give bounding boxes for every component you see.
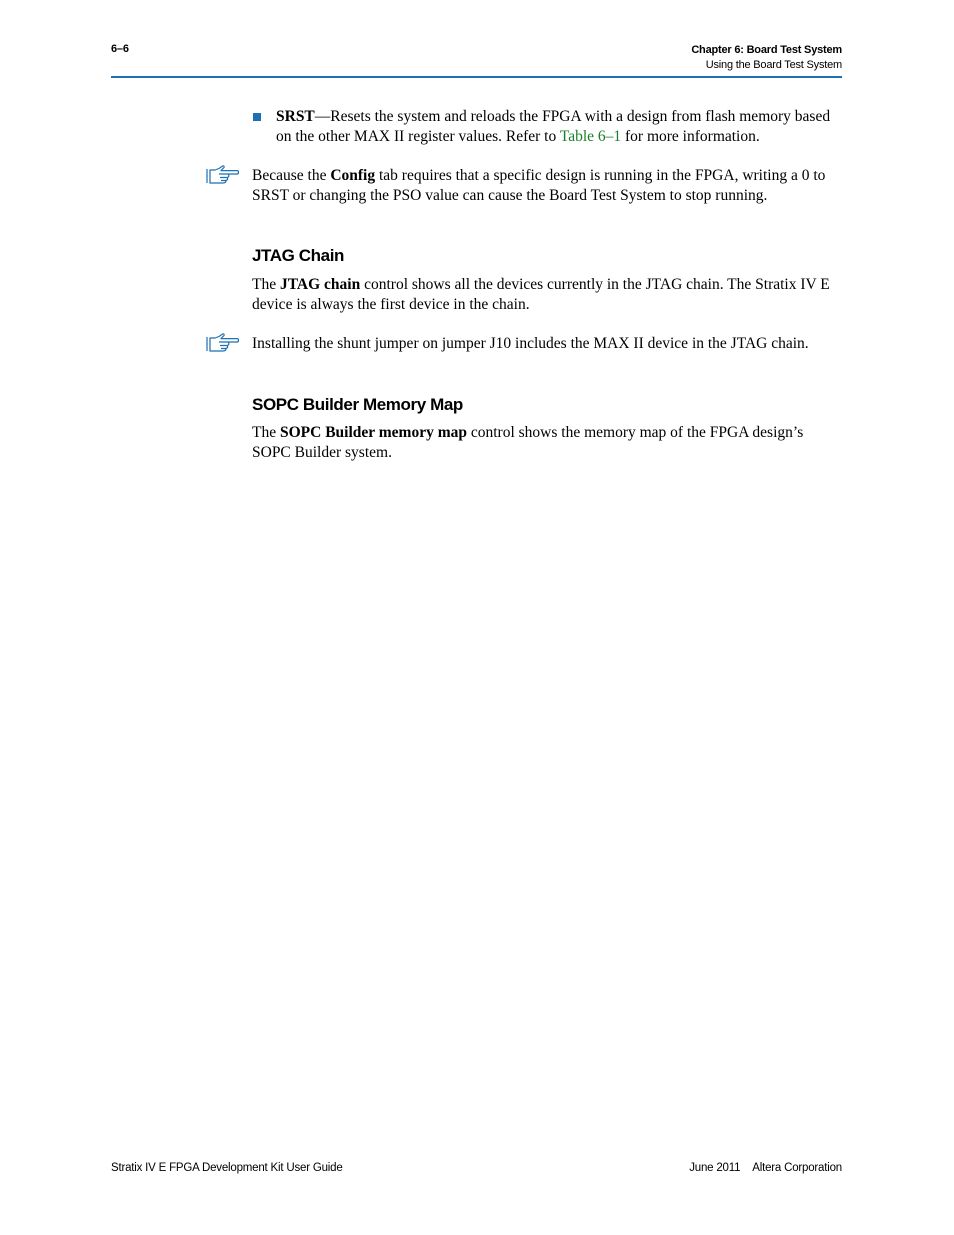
sopc-text-start: The (252, 424, 280, 441)
footer-date: June 2011 (689, 1162, 741, 1174)
config-tab-name: Config (330, 167, 376, 184)
srst-description-end: for more information. (621, 128, 760, 145)
srst-description: —Resets the system and reloads the FPGA with a design from flash memory based on the other MAX II register values. Refer to (276, 108, 831, 145)
note-hand-icon (205, 333, 239, 353)
note-hand-icon (205, 165, 239, 185)
running-header (691, 43, 842, 73)
paragraph-sopc-builder (252, 423, 842, 463)
bullet-square-icon (253, 113, 261, 121)
note-config (252, 166, 842, 206)
section-title: Using the Board Test System (705, 59, 842, 71)
jtag-chain-control-name: JTAG chain (279, 276, 361, 293)
jtag-text-start: The (252, 276, 280, 293)
sopc-text-end: control shows the memory map of the FPGA design’s SOPC Builder system. (252, 424, 804, 461)
bullet-srst (276, 107, 842, 147)
footer-company: Altera Corporation (752, 1162, 842, 1174)
paragraph-jtag-chain (252, 275, 842, 315)
heading-sopc-builder-memory-map: SOPC Builder Memory Map (252, 395, 463, 414)
footer-right (689, 1162, 842, 1174)
header-rule (111, 76, 842, 78)
jtag-text-end: control shows all the devices currently in the JTAG chain. The Stratix IV E device is always the first device in the chain. (252, 276, 830, 313)
note-jumper: Installing the shunt jumper on jumper J10 includes the MAX II device in the JTAG chain. (252, 335, 809, 352)
note-config-text-end: tab requires that a specific design is running in the FPGA, writing a 0 to SRST or changing the PSO value can cause the Board Test System to stop running. (252, 167, 826, 204)
srst-term: SRST (276, 108, 315, 125)
table-6-1-link[interactable]: Table 6–1 (559, 128, 622, 145)
page-number: 6–6 (111, 43, 129, 55)
chapter-title: Chapter 6: Board Test System (691, 44, 842, 56)
footer-doc-title: Stratix IV E FPGA Development Kit User Guide (111, 1162, 343, 1174)
heading-jtag-chain: JTAG Chain (252, 246, 345, 265)
sopc-memory-map-control-name: SOPC Builder memory map (279, 424, 467, 441)
note-config-text-start: Because the (252, 167, 331, 184)
